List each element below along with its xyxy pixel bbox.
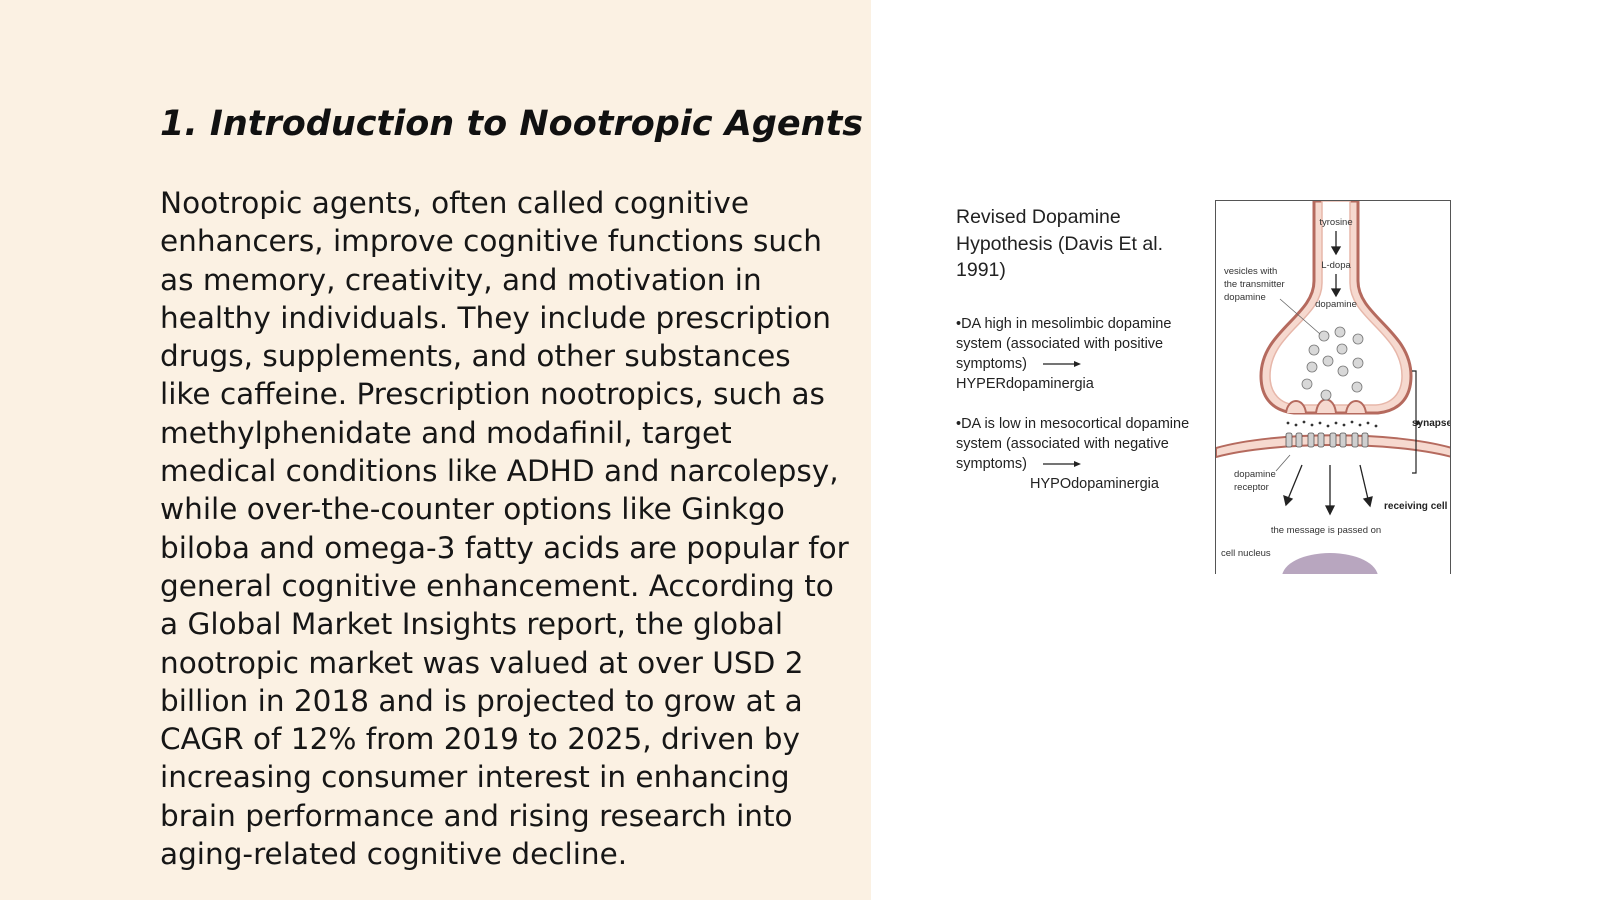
vesicle (1319, 331, 1329, 341)
hypo-term: HYPOdopaminergia (1030, 476, 1159, 492)
dopamine-molecules (1287, 421, 1378, 428)
label-synapse: synapse (1412, 418, 1452, 429)
hypo-point-text: •DA is low in mesocortical dopamine system (associated with negative symptoms) (956, 416, 1190, 472)
label-dopamine: dopamine (1315, 299, 1357, 310)
slide-title: 1. Introduction to Nootropic Agents (160, 104, 864, 144)
hypo-dopamine-point (956, 414, 1206, 494)
vesicle (1337, 344, 1347, 354)
label-vesicles-line3: dopamine (1224, 292, 1266, 303)
vesicle (1335, 327, 1345, 337)
vesicle (1302, 379, 1312, 389)
hyper-dopamine-point (956, 314, 1206, 394)
label-vesicles-line1: vesicles with (1224, 266, 1278, 277)
slide-body-paragraph: Nootropic agents, often called cognitive enhancers, improve cognitive functions such as memory, creativity, and motivation in healthy individuals. They include prescription drugs, supplements, and other substances like caffeine. Prescription nootropics, such as methylphenidate and modafinil, target medical conditions like ADHD and narcolepsy, while over-the-counter options like Ginkgo biloba and omega-3 fatty acids are popular for general cognitive enhancement. According to a Global Market Insights report, the global nootropic market was valued at over USD 2 billion in 2018 and is projected to grow at a CAGR of 12% from 2019 to 2025, driven by increasing consumer interest in enhancing brain performance and rising research into aging-related cognitive decline. (160, 186, 849, 872)
signal-arrows (1284, 465, 1372, 514)
vesicle (1353, 334, 1363, 344)
label-tyrosine: tyrosine (1319, 217, 1353, 228)
receptor-pointer (1276, 455, 1290, 471)
vesicle (1309, 345, 1319, 355)
label-message: the message is passed on (1270, 525, 1382, 536)
synapse-illustration (1216, 201, 1451, 574)
label-receptor-line1: dopamine (1234, 469, 1276, 480)
right-arrow-icon (1043, 460, 1081, 468)
label-nucleus: cell nucleus (1221, 548, 1271, 559)
label-ldopa: L-dopa (1321, 260, 1351, 271)
hyper-term: HYPERdopaminergia (956, 376, 1094, 392)
vesicle (1352, 382, 1362, 392)
vesicle (1338, 366, 1348, 376)
hyper-point-text: •DA high in mesolimbic dopamine system (associated with positive symptoms) (956, 316, 1172, 372)
dopamine-figure (946, 198, 1452, 576)
synapse-diagram (1215, 200, 1451, 574)
vesicle (1321, 390, 1331, 400)
label-receiving-cell: receiving cell (1384, 501, 1448, 512)
vesicle (1353, 358, 1363, 368)
figure-caption-title: Revised Dopamine Hypothesis (Davis Et al. 1991) (956, 206, 1163, 281)
right-arrow-icon (1043, 360, 1081, 368)
label-vesicles-line2: the transmitter (1224, 279, 1285, 290)
label-receptor-line2: receptor (1234, 482, 1269, 493)
vesicle (1307, 362, 1317, 372)
vesicle (1323, 356, 1333, 366)
cell-nucleus-shape (1282, 553, 1378, 574)
